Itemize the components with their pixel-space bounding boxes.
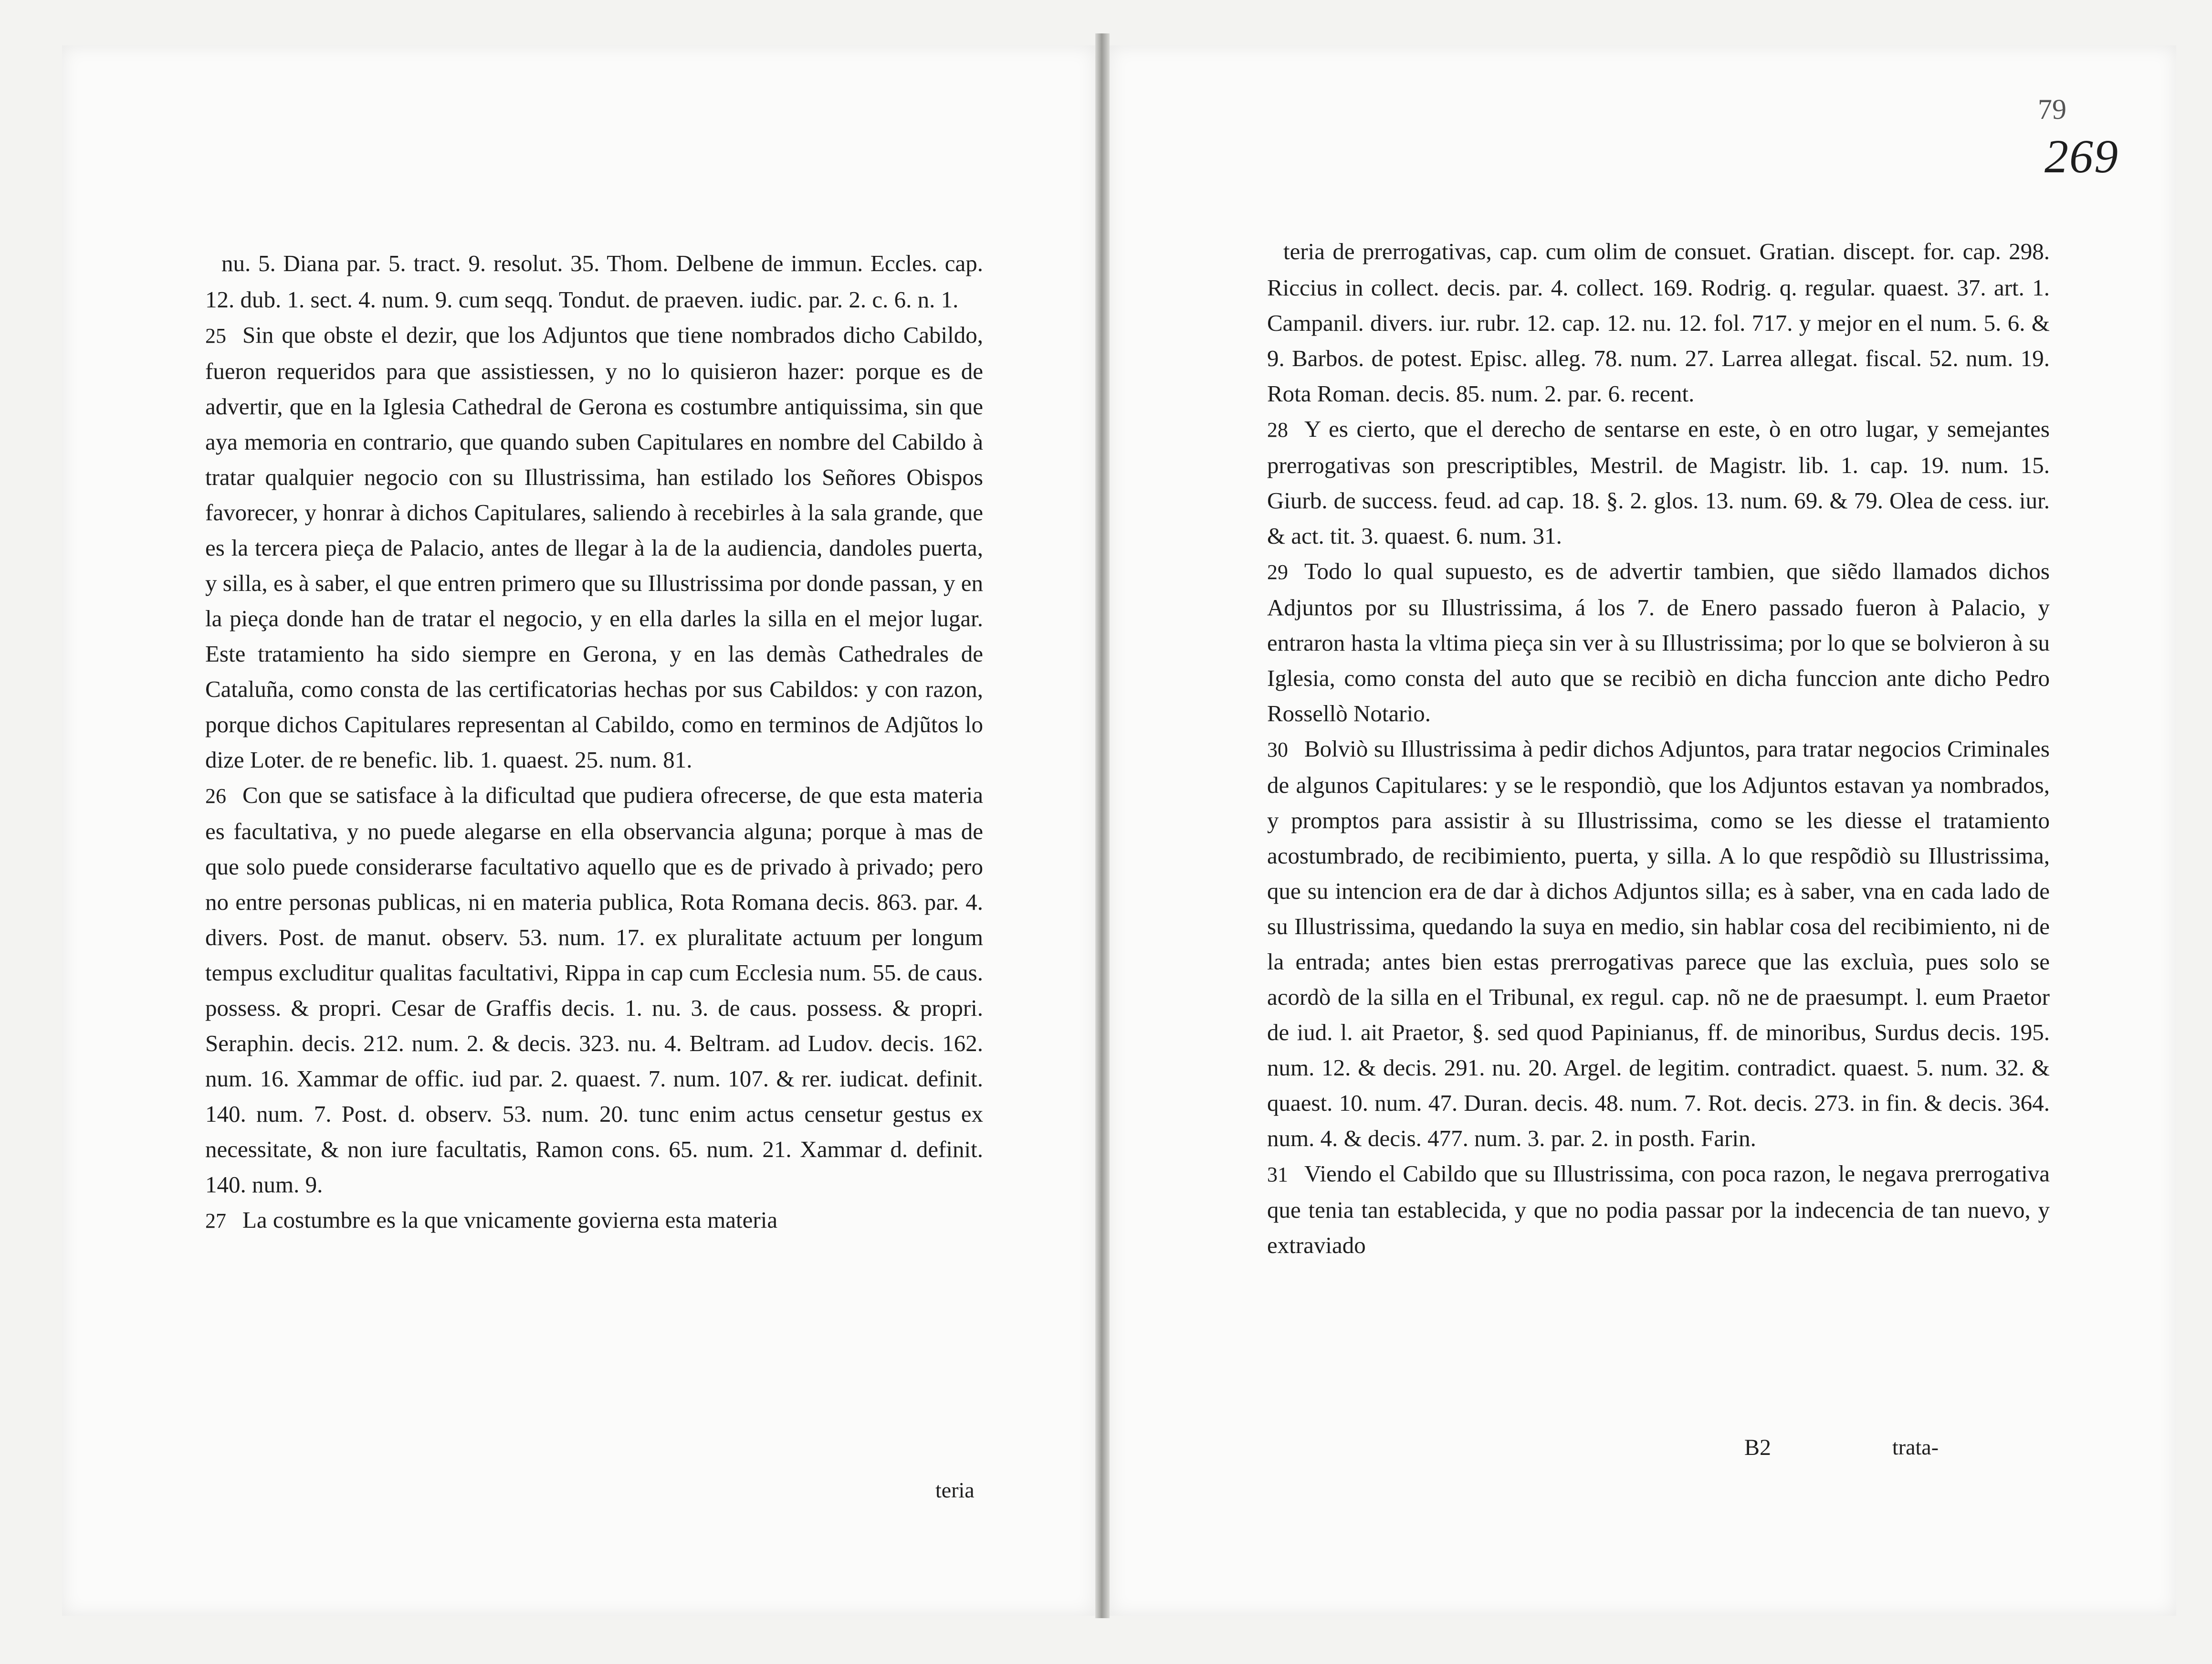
paragraph-text: nu. 5. Diana par. 5. tract. 9. resolut. 35. Thom. Delbene de immun. Eccles. cap. 12. dub. 1. sect. 4. num. 9. cum seqq. Tondut. de praeven. iudic. par. 2. c. 6. n. 1. (205, 250, 983, 313)
paragraph-text: La costumbre es la que vnicamente govierna esta materia (242, 1207, 778, 1233)
left-page-text (205, 246, 983, 1239)
right-page (1110, 45, 2176, 1616)
paragraph-number: 31 (1267, 1163, 1288, 1186)
paragraph (205, 1202, 983, 1239)
paragraph-text: Bolviò su Illustrissima à pedir dichos Adjuntos, para tratar negocios Criminales de algunos Capitulares: y se le respondiò, que los Adjuntos estavan ya nombrados, y promptos para assistir à su Illustrissima, como se les diesse el tratamiento acostumbrado, de recibimiento, puerta, y silla. A lo que respõdiò su Illustrissima, que su intencion era de dar à dichos Adjuntos silla; es à saber, vna en cada lado de su Illustrissima, quedando la suya en medio, sin hablar cosa del recibimiento, ni de la entrada; antes bien estas prerrogativas parece que las excluìa, pues solo se acordò de la silla en el Tribunal, ex regul. cap. nõ ne de praesumpt. l. eum Praetor de iud. l. ait Praetor, §. sed quod Papinianus, ff. de minoribus, Surdus decis. 195. num. 12. & decis. 291. nu. 20. Argel. de legitim. contradict. quaest. 5. num. 32. & quaest. 10. num. 47. Duran. decis. 48. num. 7. Rot. decis. 273. in fin. & decis. 364. num. 4. & decis. 477. num. 3. par. 2. in posth. Farin. (1267, 736, 2050, 1151)
paragraph-text: Y es cierto, que el derecho de sentarse en este, ò en otro lugar, y semejantes prerrogativas son prescriptibles, Mestril. de Magistr. lib. 1. cap. 19. num. 15. Giurb. de success. feud. ad cap. 18. §. 2. glos. 13. num. 69. & 79. Olea de cess. iur. & act. tit. 3. quaest. 6. num. 31. (1267, 416, 2050, 549)
paragraph-text: Viendo el Cabildo que su Illustrissima, con poca razon, le negava prerrogativa que tenia tan establecida, y que no podia passar por la indecencia de tan nuevo, y extraviado (1267, 1160, 2050, 1258)
paragraph-number: 29 (1267, 560, 1288, 584)
left-page (62, 45, 1095, 1616)
paragraph-number: 26 (205, 784, 226, 808)
paragraph-number: 28 (1267, 418, 1288, 442)
folio-number: 269 (2044, 130, 2119, 183)
right-page-text (1267, 234, 2050, 1263)
paragraph (205, 317, 983, 778)
catchword: trata- (1892, 1435, 1939, 1459)
paragraph (1267, 731, 2050, 1156)
corner-mark: 79 (2038, 94, 2066, 125)
paragraph (1267, 1156, 2050, 1263)
paragraph (1267, 554, 2050, 731)
catchword: teria (935, 1478, 975, 1502)
paragraph-number: 27 (205, 1209, 226, 1232)
paragraph (1267, 411, 2050, 554)
book-gutter (1095, 33, 1110, 1618)
paragraph (1267, 234, 2050, 411)
paragraph-text: Sin que obste el dezir, que los Adjuntos que tiene nombrados dicho Cabildo, fueron requeridos para que assistiessen, y no lo quisieron hazer: porque es de advertir, que en la Iglesia Cathedral de Gerona es costumbre antiquissima, sin que aya memoria en contrario, que quando suben Capitulares en nombre del Cabildo à tratar qualquier negocio con su Illustrissima, han estilado los Señores Obispos favorecer, y honrar à dichos Capitulares, saliendo à recebirles à la sala grande, que es la tercera pieça de Palacio, antes de llegar à la de la audiencia, dandoles puerta, y silla, es à saber, el que entren primero que su Illustrissima por donde passan, y en la pieça donde han de tratar el negocio, y en ella darles la silla en el mejor lugar. Este tratamiento ha sido siempre en Gerona, y en las demàs Cathedrales de Cataluña, como consta de las certificatorias hechas por sus Cabildos: y con razon, porque dichos Capitulares representan al Cabildo, como en terminos de Adjũtos lo dize Loter. de re benefic. lib. 1. quaest. 25. num. 81. (205, 322, 983, 773)
signature-mark: B2 (1744, 1435, 1772, 1460)
paragraph (205, 778, 983, 1202)
paragraph-text: Con que se satisface à la dificultad que pudiera ofrecerse, de que esta materia es facultativa, y no puede alegarse en ella observancia alguna; porque à mas de que solo puede considerarse facultativo aquello que es de privado à privado; pero no entre personas publicas, ni en materia publica, Rota Romana decis. 863. par. 4. divers. Post. de manut. observ. 53. num. 17. ex pluralitate actuum per longum tempus excluditur qualitas facultativi, Rippa in cap cum Ecclesia num. 55. de caus. possess. & propri. Cesar de Graffis decis. 1. nu. 3. de caus. possess. & propri. Seraphin. decis. 212. num. 2. & decis. 323. nu. 4. Beltram. ad Ludov. decis. 162. num. 16. Xammar de offic. iud par. 2. quaest. 7. num. 107. & rer. iudicat. definit. 140. num. 7. Post. d. observ. 53. num. 20. tunc enim actus censetur gestus ex necessitate, & non iure facultatis, Ramon cons. 65. num. 21. Xammar d. definit. 140. num. 9. (205, 782, 983, 1198)
paragraph-number: 25 (205, 324, 226, 348)
paragraph-number: 30 (1267, 738, 1288, 761)
paragraph-text: teria de prerrogativas, cap. cum olim de consuet. Gratian. discept. for. cap. 298. Riccius in collect. decis. par. 4. collect. 169. Rodrig. q. regular. quaest. 37. art. 1. Campanil. divers. iur. rubr. 12. cap. 12. nu. 12. fol. 717. y mejor en el num. 5. 6. & 9. Barbos. de potest. Episc. alleg. 78. num. 27. Larrea allegat. fiscal. 52. num. 19. Rota Roman. decis. 85. num. 2. par. 6. recent. (1267, 238, 2050, 407)
paragraph-text: Todo lo qual supuesto, es de advertir tambien, que siẽdo llamados dichos Adjuntos por su Illustrissima, á los 7. de Enero passado fueron à Palacio, y entraron hasta la vltima pieça sin ver à su Illustrissima; por lo que se bolvieron à su Iglesia, como consta del auto que se recibiò en dicha funccion ante dicho Pedro Rossellò Notario. (1267, 558, 2050, 727)
paragraph (205, 246, 983, 317)
